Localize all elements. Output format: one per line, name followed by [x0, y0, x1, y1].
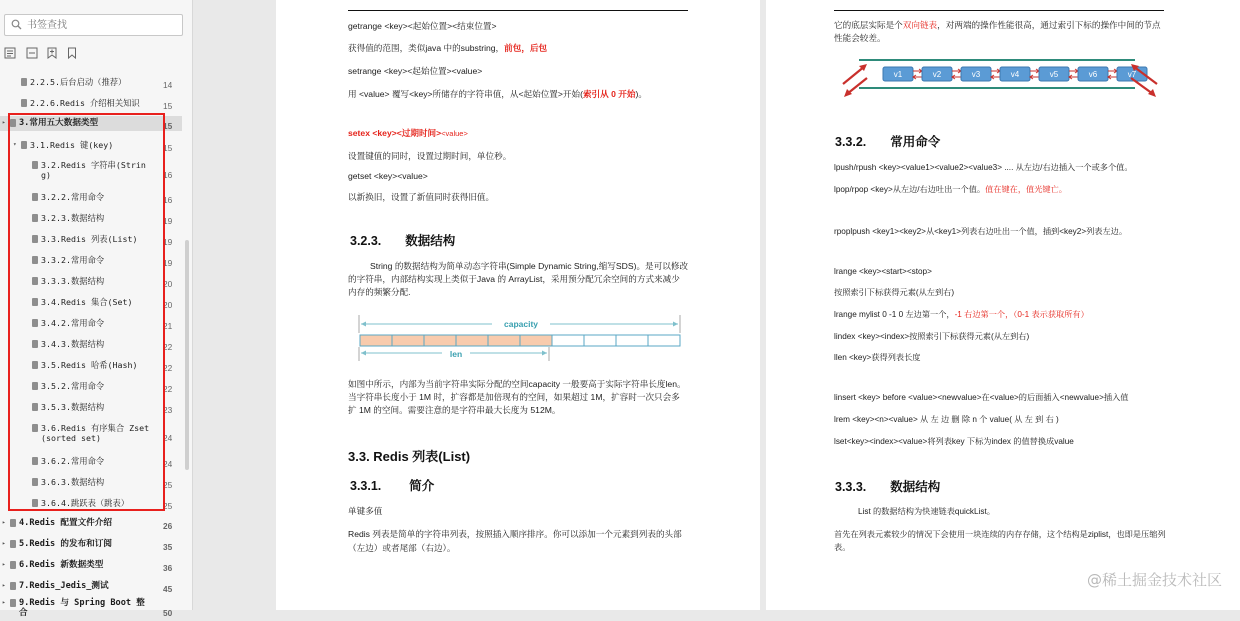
toc-item[interactable]: [0, 358, 182, 373]
bookmark-page-icon: [32, 403, 38, 411]
toc-item-label: 3.3.Redis 列表(List): [41, 234, 138, 244]
list-node-label: v2: [932, 70, 942, 79]
bookmark-search[interactable]: [4, 14, 183, 36]
toc-item[interactable]: [0, 516, 182, 531]
toc-item-label: 3.2.3.数据结构: [41, 213, 105, 223]
used-cell: [424, 335, 456, 346]
collapse-arrow-icon[interactable]: ▾: [13, 141, 17, 148]
sds-paragraph: String 的数据结构为简单动态字符串(Simple Dynamic String,缩写SDS)。是可以修改的字符串，内部结构实现上类似于Java 的 ArrayList，采用预分配冗余空间的方式来减少内存的频繁分配.: [348, 261, 689, 297]
toc-item-label: 3.4.2.常用命令: [41, 318, 105, 328]
used-cell: [456, 335, 488, 346]
toc-item-page: 22: [163, 342, 173, 352]
getrange-description: 获得值的范围，类似java 中的substring，前包，后包: [348, 43, 548, 53]
node-link-arrows: [1108, 69, 1117, 79]
toc-item[interactable]: [0, 579, 182, 594]
bookmark-page-icon: [32, 214, 38, 222]
expand-arrow-icon[interactable]: ▸: [2, 582, 6, 589]
heading-3-3-1: 3.3.1. 简介: [350, 479, 435, 493]
toc-item-page: 19: [163, 258, 173, 268]
toc-item-label: 3.2.2.常用命令: [41, 192, 105, 202]
toc-item-label: 3.常用五大数据类型: [19, 118, 99, 128]
toc-item-label: 2.2.5.后台启动（推荐）: [30, 77, 127, 87]
capacity-label: capacity: [503, 319, 539, 329]
toc-item-page: 50: [163, 608, 173, 618]
free-cell: [552, 335, 584, 346]
bookmark-sidebar: [0, 0, 193, 618]
toc-item-label: 3.6.4.跳跃表（跳表）: [41, 498, 130, 508]
free-cell: [648, 335, 680, 346]
expand-arrow-icon[interactable]: ▸: [2, 519, 6, 526]
sds-capacity-diagram: [358, 315, 684, 369]
expand-arrow-icon[interactable]: ▸: [2, 599, 6, 606]
bookmark-page-icon: [32, 256, 38, 264]
toc-item-label: 3.2.Redis 字符串(String): [41, 160, 146, 180]
toc-item-label: 3.4.Redis 集合(Set): [41, 297, 133, 307]
expand-arrow-icon[interactable]: ▸: [2, 540, 6, 547]
toc-item[interactable]: [0, 253, 182, 268]
toc-item-label: 3.6.2.常用命令: [41, 456, 105, 466]
bookmark-page-icon: [21, 141, 27, 149]
bookmark-page-icon: [10, 540, 16, 548]
toc-item-label: 2.2.6.Redis 介绍相关知识: [30, 98, 140, 108]
toc-item-label: 3.3.2.常用命令: [41, 255, 105, 265]
toc-item-page: 23: [163, 405, 173, 415]
setrange-description: 用 <value> 覆写<key>所储存的字符串值，从<起始位置>开始(索引从 0 开始)。: [348, 89, 647, 99]
list-node-label: v7: [1127, 70, 1137, 79]
list-node-label: v4: [1010, 70, 1020, 79]
bookmark-icon[interactable]: [66, 46, 78, 58]
node-link-arrows: [952, 69, 961, 79]
setex-command: setex <key><过期时间><value>: [348, 128, 468, 138]
toc-item[interactable]: [0, 274, 182, 289]
toc-item-label: 3.5.Redis 哈希(Hash): [41, 360, 138, 370]
toc-item-page: 16: [163, 170, 173, 180]
free-cell: [616, 335, 648, 346]
watermark: @稀土掘金技术社区: [1086, 571, 1222, 589]
list-node-label: v3: [971, 70, 981, 79]
linked-list-paragraph: 它的底层实际是个双向链表，对两端的操作性能很高，通过索引下标的操作中间的节点性能会较差。: [834, 20, 1161, 43]
toc-item[interactable]: [0, 295, 182, 310]
toc-item-page: 26: [163, 521, 173, 531]
toc-item-page: 19: [163, 216, 173, 226]
toc-item-page: 15: [163, 121, 173, 131]
bookmark-page-icon: [10, 582, 16, 590]
toc-item-page: 35: [163, 542, 173, 552]
header-rule: [834, 10, 1164, 11]
toc-item-label: 3.5.3.数据结构: [41, 402, 105, 412]
bookmark-page-icon: [10, 561, 16, 569]
toc-item-page: 24: [163, 433, 173, 443]
toc-item[interactable]: [0, 316, 182, 331]
toc-item[interactable]: [0, 475, 182, 490]
toc-item-page: 45: [163, 584, 173, 594]
doubly-linked-list-diagram: [841, 56, 1161, 102]
toc-item-page: 24: [163, 459, 173, 469]
lpop-command: lpop/rpop <key>从左边/右边吐出一个值。值在键在，值光键亡。: [834, 185, 1067, 194]
pdf-page-right: [766, 0, 1240, 610]
toc-item-label: 6.Redis 新数据类型: [19, 560, 104, 570]
expand-arrow-icon[interactable]: ▸: [2, 119, 6, 126]
lrange-command: lrange <key><start><stop>: [834, 267, 932, 276]
node-link-arrows: [1069, 69, 1078, 79]
bookmark-page-icon: [32, 277, 38, 285]
bookmark-search-input[interactable]: [27, 17, 177, 33]
collapse-all-icon[interactable]: [26, 46, 38, 58]
lindex-command: lindex <key><index>按照索引下标获得元素(从左到右): [834, 332, 1030, 341]
toc-item-label: 3.5.2.常用命令: [41, 381, 105, 391]
toc-item-page: 25: [163, 501, 173, 511]
bookmark-page-icon: [32, 235, 38, 243]
toc-item-page: 20: [163, 300, 173, 310]
search-icon: [11, 19, 22, 30]
left-push-arrows: [843, 64, 867, 97]
toc-item[interactable]: [0, 75, 182, 90]
bookmark-page-icon: [10, 519, 16, 527]
bookmark-page-icon: [32, 319, 38, 327]
pdf-page-left: [276, 0, 760, 610]
node-link-arrows: [1030, 69, 1039, 79]
toc-item-page: 15: [163, 101, 173, 111]
toc-item[interactable]: [0, 537, 182, 552]
toc-item-label: 5.Redis 的发布和订阅: [19, 539, 112, 549]
bookmark-page-icon: [21, 99, 27, 107]
toc-item[interactable]: [0, 211, 182, 226]
linsert-command: linsert <key> before <value><newvalue>在<value>的后面插入<newvalue>插入值: [834, 393, 1129, 402]
capacity-paragraph: 如图中所示，内部为当前字符串实际分配的空间capacity 一般要高于实际字符串长度len。当字符串长度小于 1M 时，扩容都是加倍现有的空间，如果超过 1M，扩容时一次只会多扩 1M 的空间。需要注意的是字符串最大长度为 512M。: [348, 379, 686, 415]
bookmark-page-icon: [32, 382, 38, 390]
toc-item-page: 19: [163, 237, 173, 247]
header-rule: [348, 10, 688, 11]
toc-item[interactable]: [0, 454, 182, 469]
lpush-command: lpush/rpush <key><value1><value2><value3> .... 从左边/右边插入一个或多个值。: [834, 163, 1133, 172]
toc-item[interactable]: [0, 379, 182, 394]
len-label: len: [449, 349, 463, 359]
toc-item[interactable]: [0, 96, 182, 111]
heading-3-3-2: 3.3.2. 常用命令: [835, 135, 941, 149]
setrange-command: setrange <key><起始位置><value>: [348, 66, 483, 76]
bookmark-page-icon: [10, 599, 16, 607]
bookmark-page-icon: [10, 119, 16, 127]
toc-item[interactable]: [0, 421, 182, 446]
heading-3-3: 3.3. Redis 列表(List): [348, 449, 471, 464]
list-node-label: v6: [1088, 70, 1098, 79]
bookmark-page-icon: [32, 478, 38, 486]
toc-item[interactable]: [0, 496, 182, 511]
toc-item[interactable]: [0, 158, 182, 183]
toc-item-label: 4.Redis 配置文件介绍: [19, 518, 112, 528]
toc-item-page: 21: [163, 321, 173, 331]
lrange-description: 按照索引下标获得元素(从左到右): [834, 288, 955, 297]
llen-command: llen <key>获得列表长度: [834, 353, 921, 362]
free-cell: [584, 335, 616, 346]
node-link-arrows: [913, 69, 922, 79]
setex-description: 设置键值的同时，设置过期时间，单位秒。: [348, 151, 512, 161]
lrange-example: lrange mylist 0 -1 0 左边第一个，-1 右边第一个，（0-1 表示获取所有）: [834, 310, 1089, 319]
sds-cells: [360, 335, 680, 346]
ziplist-paragraph: 首先在列表元素较少的情况下会使用一块连续的内存存储，这个结构是ziplist，也即是压缩列表。: [834, 530, 1166, 552]
lrem-command: lrem <key><n><value> 从 左 边 删 除 n 个 value( 从 左 到 右 ): [834, 415, 1059, 424]
toc-item-page: 25: [163, 480, 173, 490]
quicklist-line: List 的数据结构为快速链表quickList。: [858, 507, 995, 516]
single-key-multi-value: 单键多值: [348, 506, 383, 516]
toc-item[interactable]: [0, 232, 182, 247]
bookmark-page-icon: [32, 161, 38, 169]
toc-item-label: 3.1.Redis 键(key): [30, 140, 114, 150]
sidebar-scrollbar-thumb[interactable]: [185, 240, 189, 470]
toc-item[interactable]: [0, 596, 182, 621]
node-link-arrows: [991, 69, 1000, 79]
toc-item-page: 22: [163, 363, 173, 373]
used-cell: [520, 335, 552, 346]
heading-3-2-3: 3.2.3. 数据结构: [350, 234, 456, 248]
bookmark-page-icon: [32, 193, 38, 201]
toc-item[interactable]: [0, 558, 182, 573]
toc-item-page: 16: [163, 195, 173, 205]
toc-item[interactable]: [0, 116, 182, 131]
toc-item-label: 3.6.3.数据结构: [41, 477, 105, 487]
rpoplpush-command: rpoplpush <key1><key2>从<key1>列表右边吐出一个值，插到<key2>列表左边。: [834, 227, 1128, 236]
toc-item-label: 3.3.3.数据结构: [41, 276, 105, 286]
toc-item-page: 36: [163, 563, 173, 573]
used-cell: [488, 335, 520, 346]
expand-all-icon[interactable]: [4, 46, 16, 58]
bookmark-page-icon: [32, 499, 38, 507]
used-cell: [360, 335, 392, 346]
toc-item-page: 14: [163, 80, 173, 90]
toc-item[interactable]: [0, 138, 182, 153]
toc-item-label: 3.4.3.数据结构: [41, 339, 105, 349]
used-cell: [392, 335, 424, 346]
bookmark-page-icon: [21, 78, 27, 86]
toc-item-label: 7.Redis_Jedis_测试: [19, 581, 109, 591]
toc-item-page: 15: [163, 143, 173, 153]
toc-item-page: 20: [163, 279, 173, 289]
list-node-label: v1: [893, 70, 903, 79]
heading-3-3-3: 3.3.3. 数据结构: [835, 480, 941, 494]
getrange-command: getrange <key><起始位置><结束位置>: [348, 21, 497, 31]
add-bookmark-icon[interactable]: [46, 46, 58, 58]
expand-arrow-icon[interactable]: ▸: [2, 561, 6, 568]
bookmark-page-icon: [32, 424, 38, 432]
list-nodes: [883, 67, 1147, 81]
toc-item[interactable]: [0, 337, 182, 352]
toc-item[interactable]: [0, 190, 182, 205]
bookmark-page-icon: [32, 340, 38, 348]
toc-item-label: 9.Redis 与 Spring Boot 整合: [19, 598, 145, 618]
getset-command: getset <key><value>: [348, 171, 428, 181]
toc-item[interactable]: [0, 400, 182, 415]
bookmark-page-icon: [32, 298, 38, 306]
getset-description: 以新换旧，设置了新值同时获得旧值。: [348, 192, 495, 202]
lset-command: lset<key><index><value>将列表key 下标为index 的值替换成value: [834, 437, 1074, 446]
bookmark-page-icon: [32, 361, 38, 369]
toc-item-label: 3.6.Redis 有序集合 Zset(sorted set): [41, 423, 150, 443]
toc-item-page: 22: [163, 384, 173, 394]
list-node-label: v5: [1049, 70, 1059, 79]
list-intro-paragraph: Redis 列表是简单的字符串列表，按照插入顺序排序。你可以添加一个元素到列表的头部（左边）或者尾部（右边）。: [348, 529, 682, 553]
bookmark-page-icon: [32, 457, 38, 465]
